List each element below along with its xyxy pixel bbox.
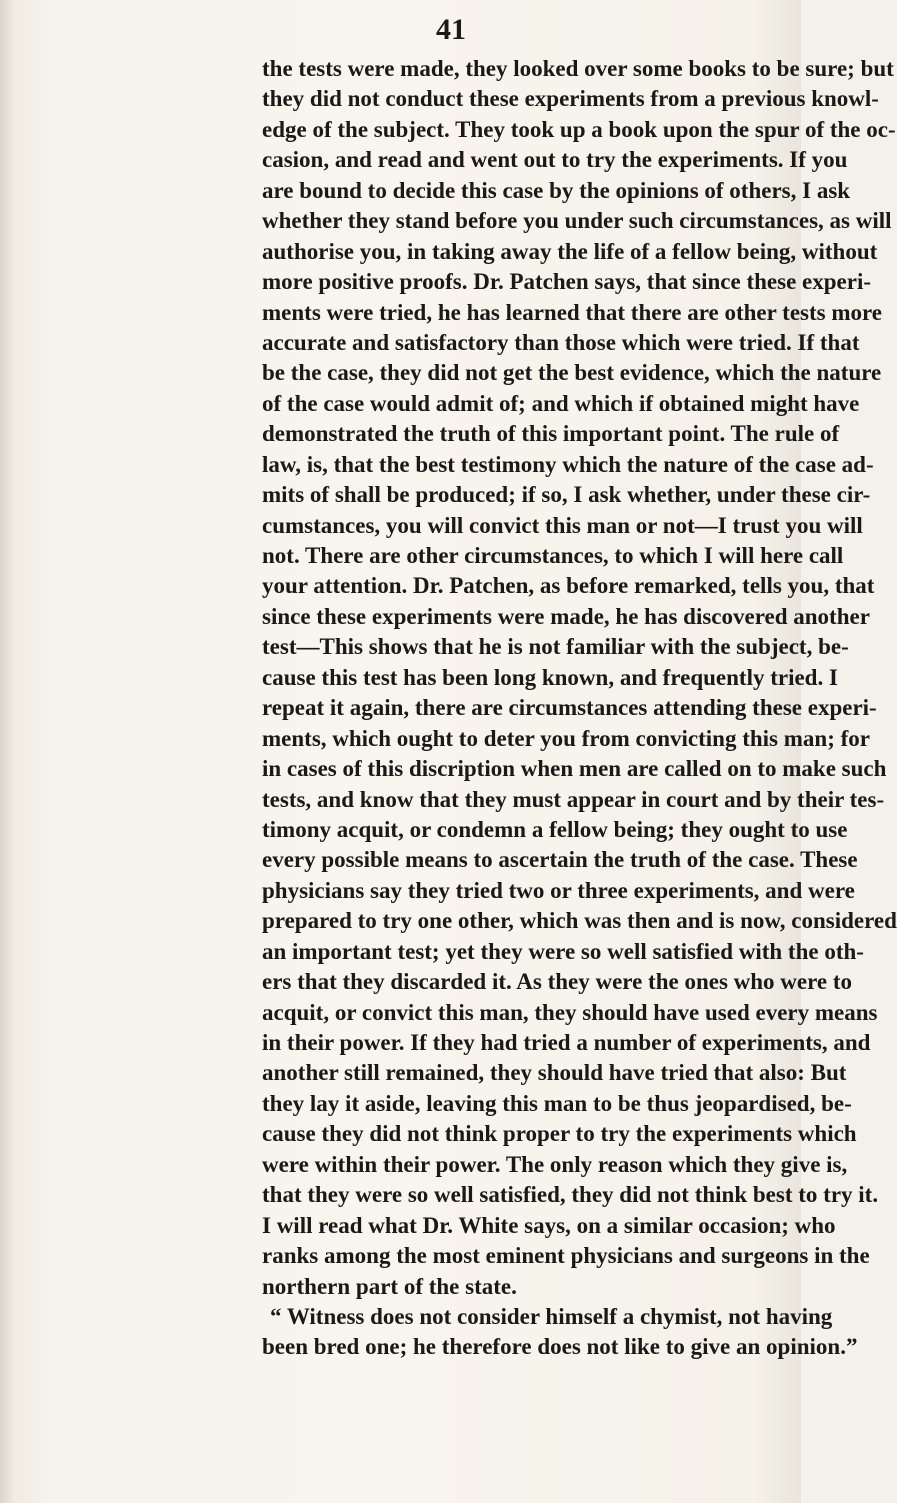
text-line: they did not conduct these experiments from a previous knowl- [262,86,879,112]
text-line: authorise you, in taking away the life of a fellow being, without [262,238,878,264]
text-line: your attention. Dr. Patchen, as before remarked, tells you, that [262,573,875,599]
text-line: an important test; yet they were so well satisfied with the oth- [262,938,864,964]
text-line: repeat it again, there are circumstances attending these experi- [262,695,877,721]
text-line: prepared to try one other, which was then and is now, considered [262,908,897,934]
text-line: “ Witness does not consider himself a chymist, not having [270,1303,833,1329]
text-line: are bound to decide this case by the opinions of others, I ask [262,177,851,203]
text-line: timony acquit, or condemn a fellow being; they ought to use [262,816,848,842]
text-line: tests, and know that they must appear in court and by their tes- [262,786,885,812]
text-line: cumstances, you will convict this man or not—I trust you will [262,512,863,538]
page-number: 41 [436,13,466,46]
text-line: cause this test has been long known, and frequently tried. I [262,664,838,690]
text-line: law, is, that the best testimony which the nature of the case ad- [262,451,874,477]
text-line: of the case would admit of; and which if obtained might have [262,390,860,416]
text-line: been bred one; he therefore does not like to give an opinion.” [262,1334,858,1360]
text-line: physicians say they tried two or three experiments, and were [262,877,855,903]
text-line: ranks among the most eminent physicians and surgeons in the [262,1243,870,1269]
text-line: in cases of this discription when men are called on to make such [262,756,887,782]
text-line: every possible means to ascertain the truth of the case. These [262,847,858,873]
text-line: since these experiments were made, he has discovered another [262,603,870,629]
text-line: cause they did not think proper to try the experiments which [262,1121,857,1147]
text-line: accurate and satisfactory than those which were tried. If that [262,329,860,355]
text-line: test—This shows that he is not familiar with the subject, be- [262,634,849,660]
text-line: ments were tried, he has learned that there are other tests more [262,299,883,325]
text-line: demonstrated the truth of this important point. The rule of [262,421,840,447]
text-line: edge of the subject. They took up a book upon the spur of the oc- [262,116,896,142]
text-line: casion, and read and went out to try the experiments. If you [262,147,848,173]
text-line: more positive proofs. Dr. Patchen says, that since these experi- [262,269,872,295]
text-line: I will read what Dr. White says, on a similar occasion; who [262,1212,836,1238]
text-line: the tests were made, they looked over some books to be sure; but [262,56,894,81]
text-line: mits of shall be produced; if so, I ask whether, under these cir- [262,482,871,508]
text-line: not. There are other circumstances, to which I will here call [262,543,844,568]
text-line: ers that they discarded it. As they were the ones who were to [262,969,853,995]
text-line: another still remained, they should have tried that also: But [262,1060,847,1086]
body-text [0,54,897,1363]
text-line: they lay it aside, leaving this man to be thus jeopardised, be- [262,1090,852,1116]
text-line: were within their power. The only reason which they give is, [262,1151,848,1177]
text-line: acquit, or convict this man, they should have used every means [262,999,878,1025]
text-line: in their power. If they had tried a number of experiments, and [262,1030,871,1055]
text-line: northern part of the state. [262,1273,517,1299]
text-line: be the case, they did not get the best evidence, which the nature [262,360,882,386]
text-line: whether they stand before you under such circumstances, as will [262,208,892,234]
text-line: ments, which ought to deter you from convicting this man; for [262,725,870,751]
text-line: that they were so well satisfied, they did not think best to try it. [262,1182,879,1208]
